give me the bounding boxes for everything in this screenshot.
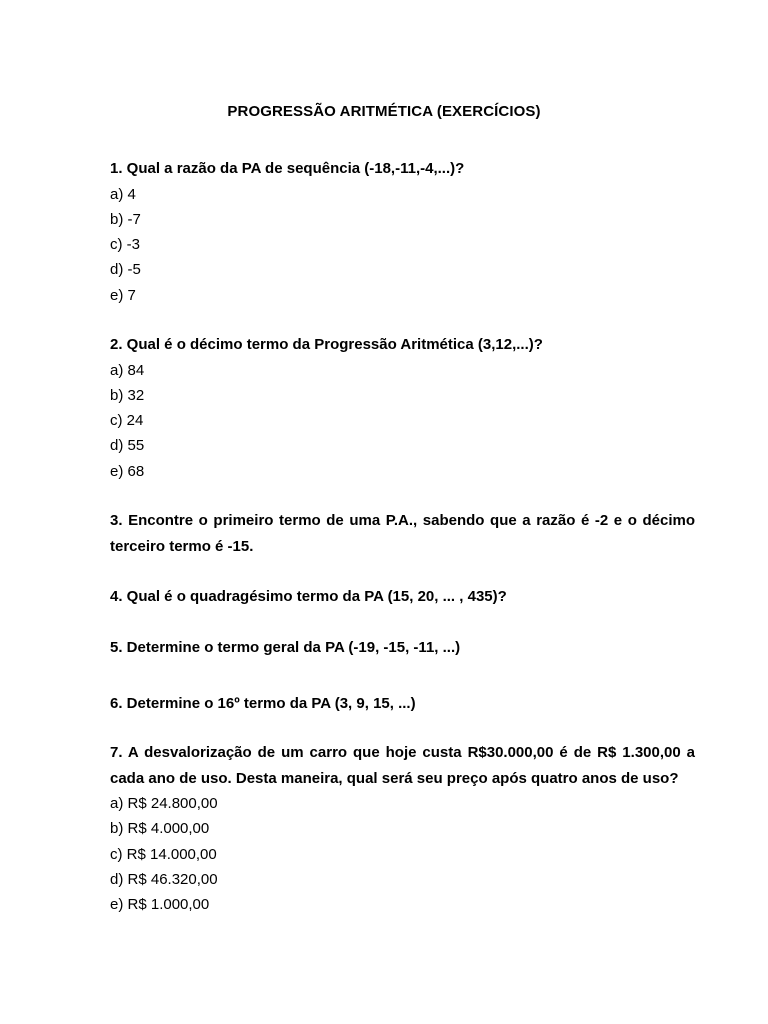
question-1-option-b: b) -7 [110, 210, 141, 228]
question-6-text: 6. Determine o 16º termo da PA (3, 9, 15, ...) [110, 695, 416, 712]
question-2-text: 2. Qual é o décimo termo da Progressão Aritmética (3,12,...)? [110, 336, 543, 353]
question-4-text: 4. Qual é o quadragésimo termo da PA (15, 20, ... , 435)? [110, 588, 507, 605]
question-4 [110, 584, 695, 610]
question-7-option-c: c) R$ 14.000,00 [110, 845, 217, 863]
question-3-text: 3. Encontre o primeiro termo de uma P.A., sabendo que a razão é -2 e o décimo terceiro termo é -15. [110, 512, 695, 555]
question-2-option-c: c) 24 [110, 412, 144, 430]
question-7-option-b: b) R$ 4.000,00 [110, 820, 210, 838]
question-7-option-e: e) R$ 1.000,00 [110, 896, 210, 914]
question-1-option-c: c) -3 [110, 236, 140, 254]
question-7-text: 7. A desvalorização de um carro que hoje custa R$30.000,00 é de R$ 1.300,00 a cada ano de uso. Desta maneira, qual será seu preço após quatro anos de uso? [110, 744, 695, 787]
question-1-text: 1. Qual a razão da PA de sequência (-18,-11,-4,...)? [110, 160, 465, 177]
question-2-option-d: d) 55 [110, 437, 145, 455]
question-1-option-e: e) 7 [110, 286, 136, 304]
question-1-option-a: a) 4 [110, 185, 136, 203]
question-7 [110, 740, 695, 917]
question-2 [110, 332, 695, 484]
question-1-option-d: d) -5 [110, 261, 141, 279]
question-1 [110, 156, 695, 308]
question-5 [110, 635, 695, 661]
question-2-option-b: b) 32 [110, 386, 145, 404]
question-6 [110, 691, 695, 717]
question-7-option-d: d) R$ 46.320,00 [110, 870, 218, 888]
question-2-option-a: a) 84 [110, 361, 145, 379]
question-5-text: 5. Determine o termo geral da PA (-19, -15, -11, ...) [110, 639, 461, 656]
page-title: PROGRESSÃO ARITMÉTICA (EXERCÍCIOS) [227, 103, 541, 120]
question-3 [110, 508, 695, 559]
question-7-option-a: a) R$ 24.800,00 [110, 795, 218, 812]
question-2-option-e: e) 68 [110, 462, 145, 480]
